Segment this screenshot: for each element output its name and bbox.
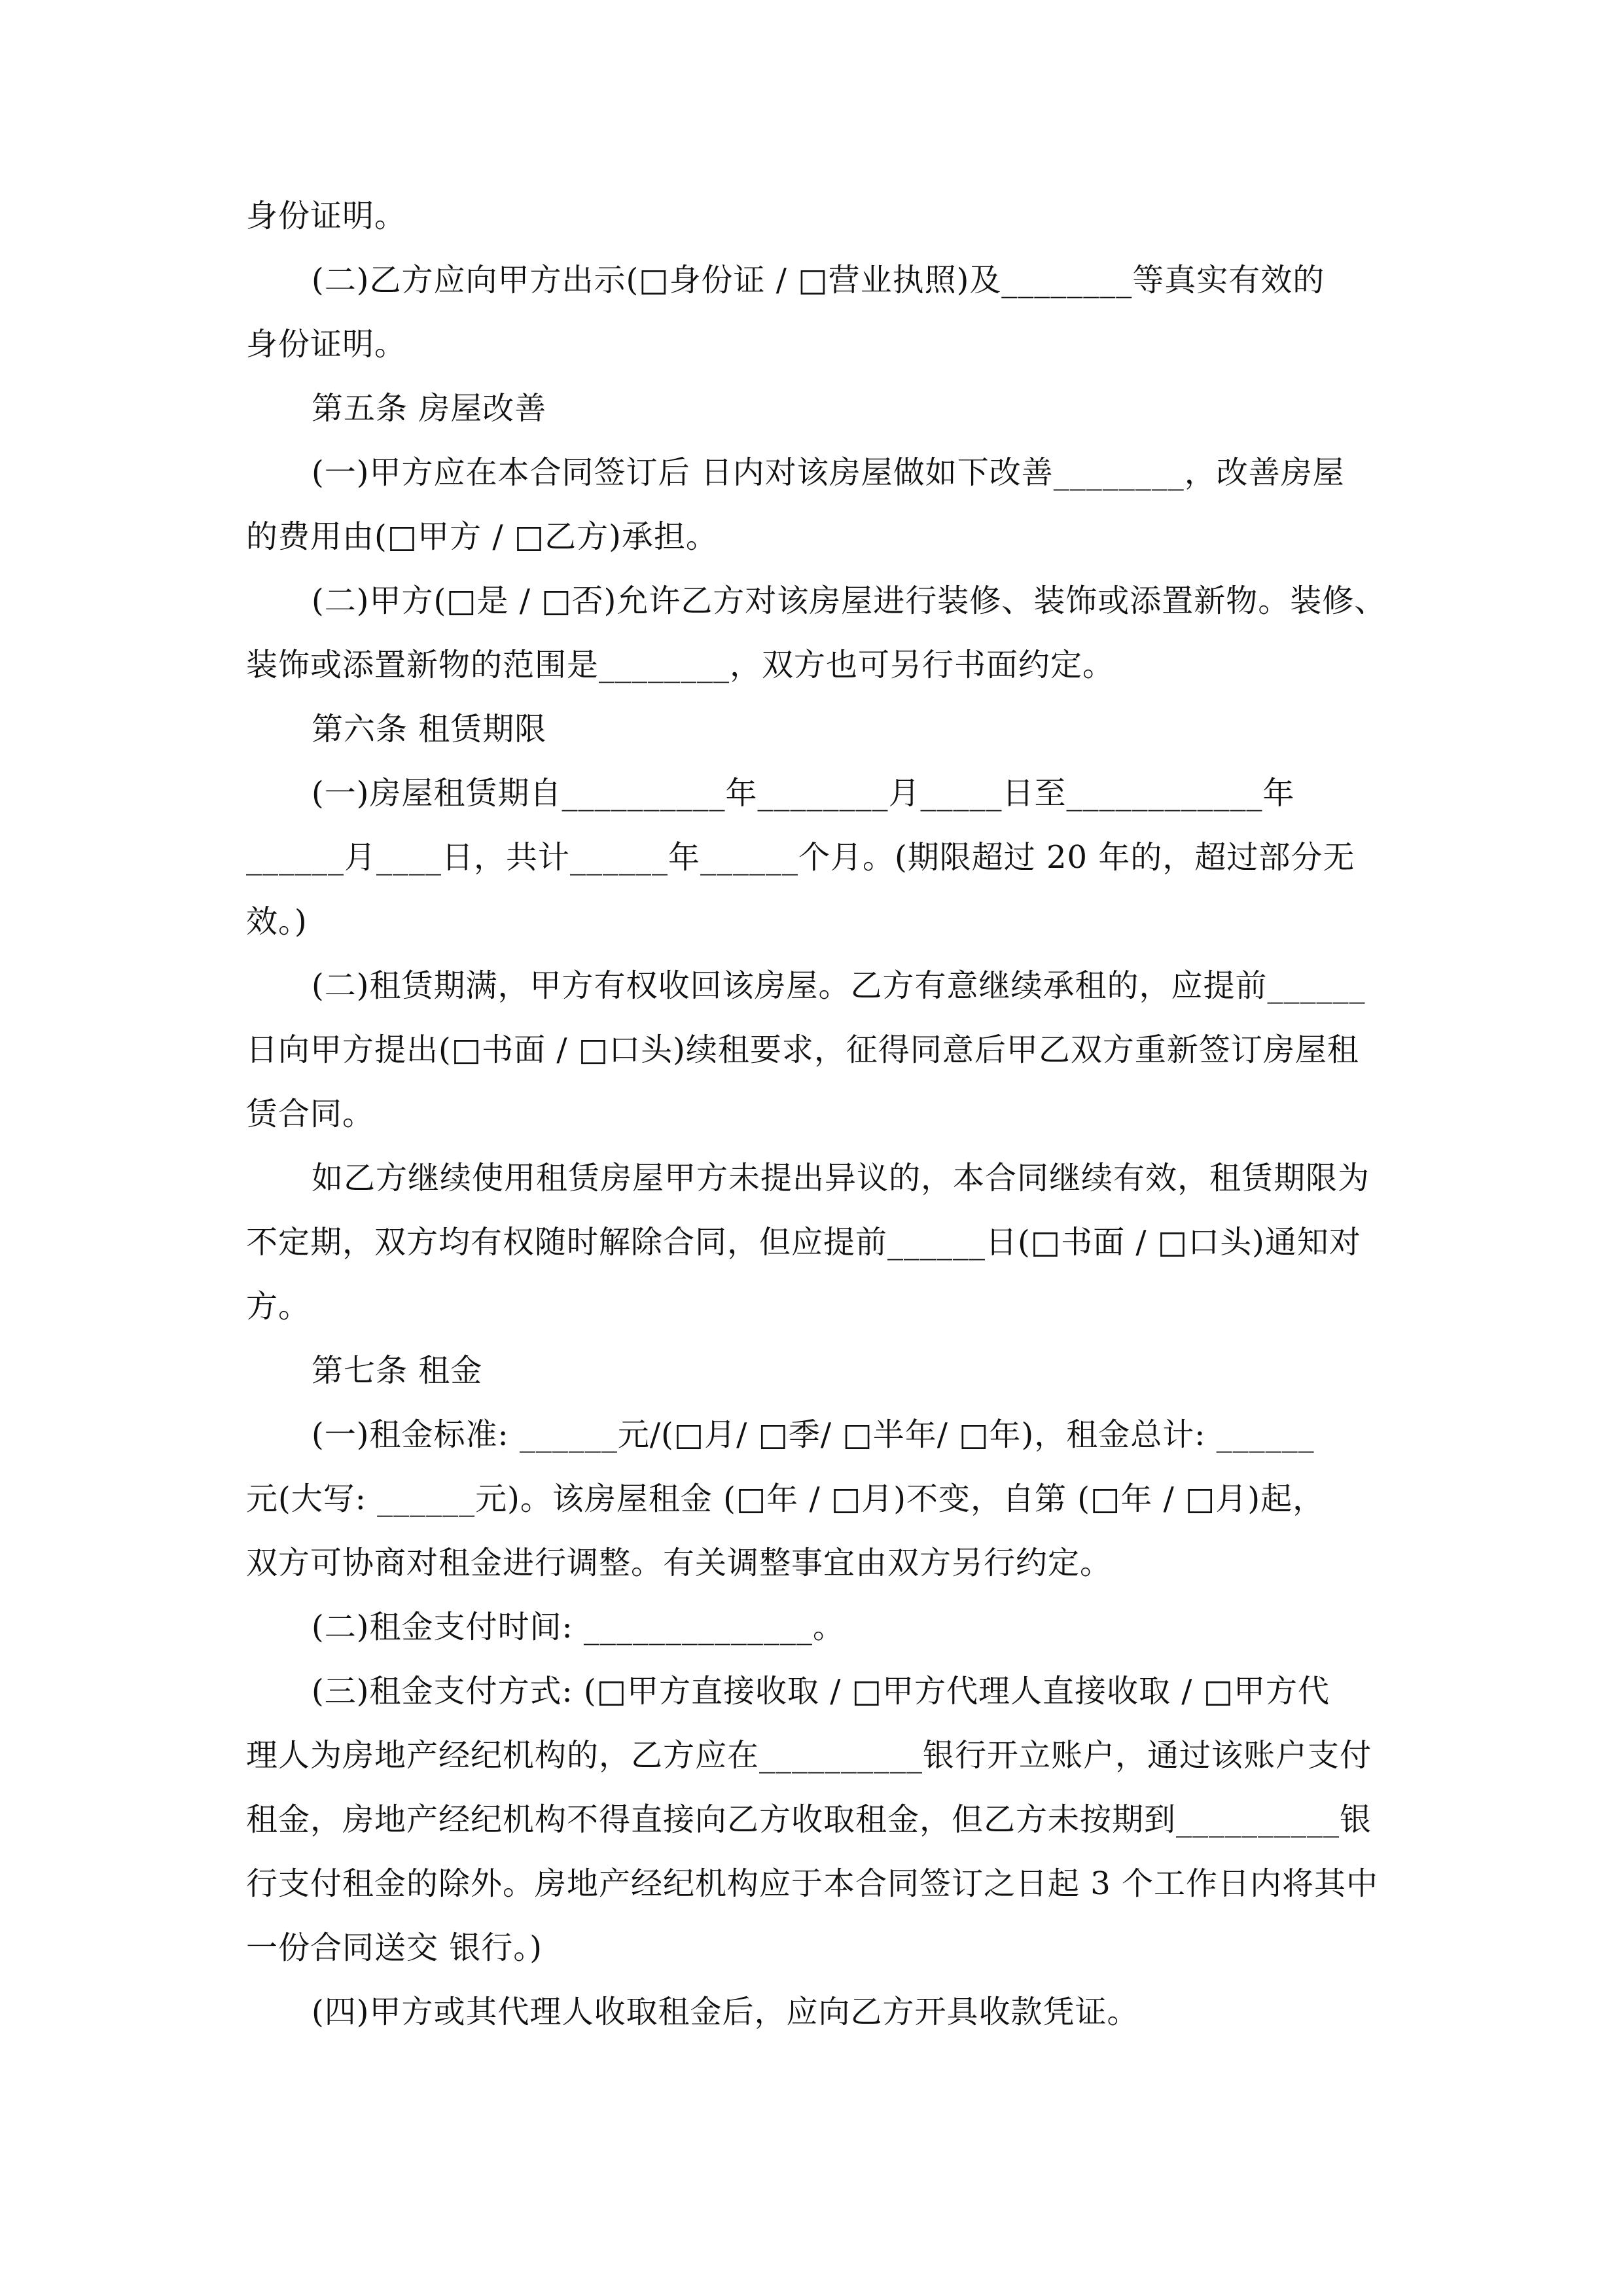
text-line: 不定期，双方均有权随时解除合同，但应提前______日(□书面 / □口头)通知对 <box>246 1224 1361 1261</box>
text-line: 日向甲方提出(□书面 / □口头)续租要求，征得同意后甲乙双方重新签订房屋租 <box>246 1031 1359 1068</box>
text-line: 赁合同。 <box>246 1096 375 1132</box>
text-line: 方。 <box>246 1288 311 1325</box>
text-line: (一)租金标准: ______元/(□月/ □季/ □半年/ □年)，租金总计: ______ <box>312 1416 1315 1453</box>
text-line: 租金，房地产经纪机构不得直接向乙方收取租金，但乙方未按期到__________银 <box>246 1801 1372 1838</box>
text-line: 如乙方继续使用租赁房屋甲方未提出异议的，本合同继续有效，租赁期限为 <box>312 1160 1370 1196</box>
section-heading: 第七条 租金 <box>312 1352 483 1389</box>
text-line: ______月____日，共计______年______个月。(期限超过 20 年的，超过部分无 <box>246 839 1355 876</box>
text-line: 效。) <box>246 903 308 940</box>
text-line: 理人为房地产经纪机构的，乙方应在__________银行开立账户，通过该账户支付 <box>246 1737 1372 1774</box>
text-line: 行支付租金的除外。房地产经纪机构应于本合同签订之日起 3 个工作日内将其中 <box>246 1865 1379 1902</box>
text-line: (四)甲方或其代理人收取租金后，应向乙方开具收款凭证。 <box>312 1994 1139 2030</box>
text-line: 的费用由(□甲方 / □乙方)承担。 <box>246 518 718 555</box>
text-line: 身份证明。 <box>246 198 407 234</box>
section-heading: 第六条 租赁期限 <box>312 711 547 747</box>
text-line: 身份证明。 <box>246 326 407 363</box>
text-line: 元(大写: ______元)。该房屋租金 (□年 / □月)不变，自第 (□年 / □月)起， <box>246 1480 1325 1517</box>
text-line: (二)乙方应向甲方出示(□身份证 / □营业执照)及________等真实有效的 <box>312 262 1325 298</box>
text-line: (二)甲方(□是 / □否)允许乙方对该房屋进行装修、装饰或添置新物。装修、 <box>312 583 1387 619</box>
text-line: (二)租金支付时间: ______________。 <box>312 1609 845 1645</box>
text-line: 装饰或添置新物的范围是________，双方也可另行书面约定。 <box>246 647 1115 683</box>
text-line: (一)甲方应在本合同签订后 日内对该房屋做如下改善________，改善房屋 <box>312 454 1345 491</box>
text-line: 双方可协商对租金进行调整。有关调整事宜由双方另行约定。 <box>246 1545 1113 1581</box>
section-heading: 第五条 房屋改善 <box>312 390 547 427</box>
text-line: (三)租金支付方式: (□甲方直接收取 / □甲方代理人直接收取 / □甲方代 <box>312 1673 1330 1710</box>
text-line: 一份合同送交 银行。) <box>246 1929 543 1966</box>
text-line: (一)房屋租赁期自__________年________月_____日至____________年 <box>312 775 1295 812</box>
text-line: (二)租赁期满，甲方有权收回该房屋。乙方有意继续承租的，应提前______ <box>312 967 1366 1004</box>
